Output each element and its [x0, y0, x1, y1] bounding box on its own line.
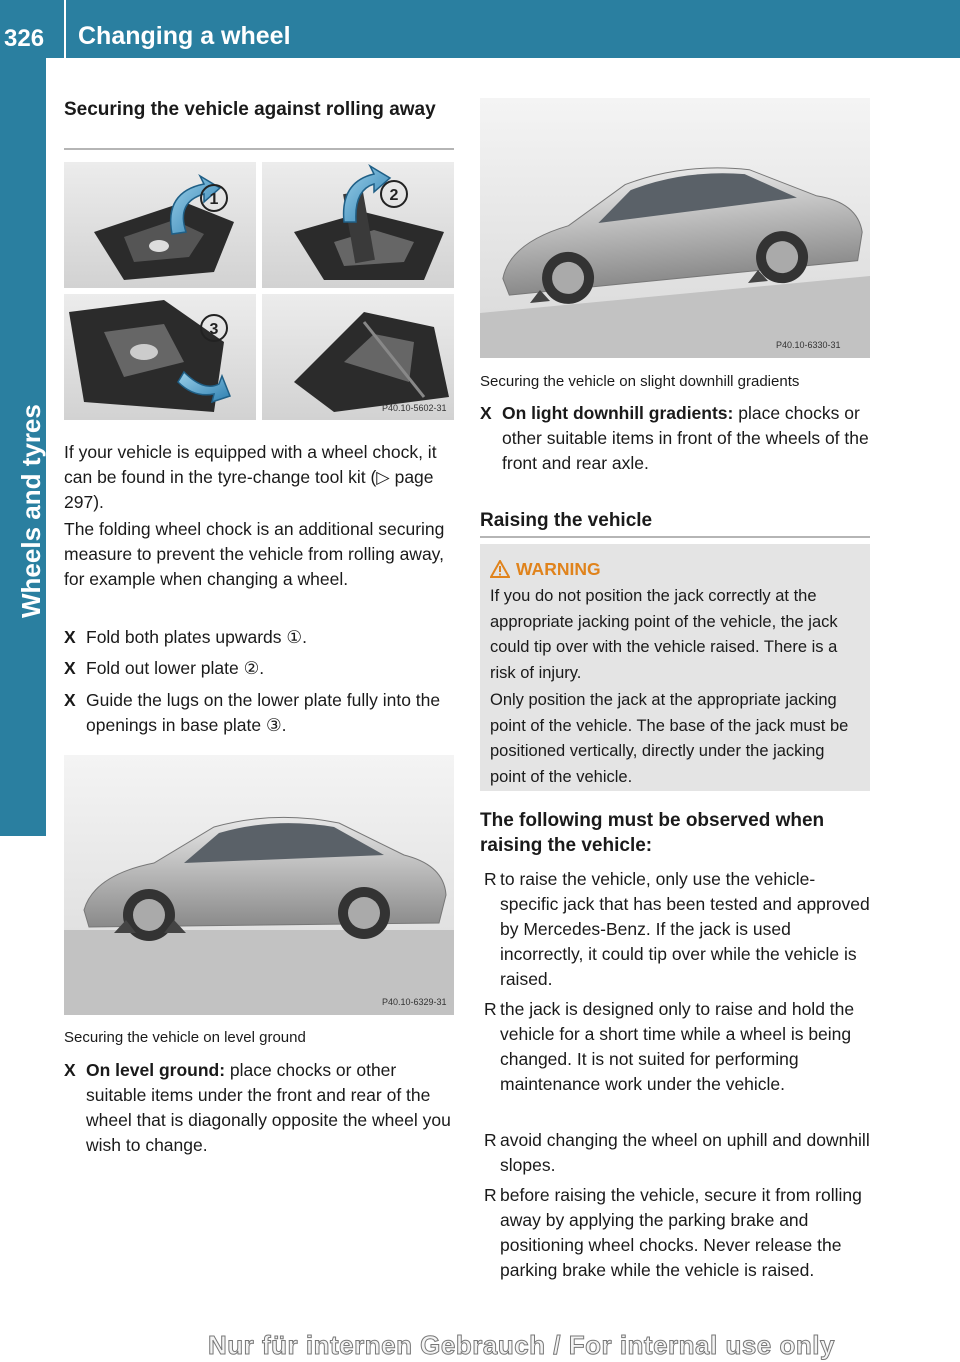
- step-arrow-icon: X: [64, 690, 76, 710]
- bullet-item: R to raise the vehicle, only use the vehicle-specific jack that has been tested and approved by Mercedes-Benz. If the jack is used incorrectly, it could tip over while the vehicle is raised.: [484, 869, 870, 989]
- heading-rule: [480, 536, 870, 538]
- step-level-ground: X On level ground: place chocks or other suitable items under the front and rear of the wheel that is diagonally opposite the wheel you wish to change.: [64, 1060, 451, 1155]
- warning-paragraph-1: If you do not position the jack correctly at the appropriate jacking point of the vehicle, the jack could tip over with the vehicle raised. There is a risk of injury.: [490, 587, 838, 682]
- footer-watermark: Nur für internen Gebrauch / For internal use only: [208, 1330, 835, 1360]
- caption-level-ground: Securing the vehicle on level ground: [64, 1029, 306, 1046]
- intro-paragraph-2: The folding wheel chock is an additional securing measure to prevent the vehicle from rolling away, for example when changing a wheel.: [64, 519, 445, 589]
- caption-downhill: Securing the vehicle on slight downhill gradients: [480, 373, 800, 390]
- warning-box: [480, 544, 870, 791]
- bullet-item: R the jack is designed only to raise and hold the vehicle for a short time while a wheel is being changed. It is not suited for performing maintenance work under the vehicle.: [484, 999, 855, 1094]
- car-downhill-image: [480, 98, 870, 358]
- step-downhill: X On light downhill gradients: place chocks or other suitable items in front of the wheels of the front and rear axle.: [480, 403, 869, 473]
- svg-text:2: 2: [389, 187, 399, 204]
- image-code: P40.10-6329-31: [382, 997, 447, 1007]
- warning-paragraph-2: Only position the jack at the appropriate jacking point of the vehicle. The base of the jack must be positioned vertically, directly under the jacking point of the vehicle.: [490, 691, 849, 786]
- side-tab-label: Wheels and tyres: [16, 404, 46, 618]
- image-code: P40.10-6330-31: [776, 340, 841, 350]
- bullet-icon: R: [484, 869, 497, 889]
- svg-text:1: 1: [209, 191, 219, 208]
- bullet-item: R avoid changing the wheel on uphill and downhill slopes.: [484, 1130, 870, 1175]
- image-code: P40.10-5602-31: [382, 403, 447, 413]
- bullet-icon: R: [484, 1130, 497, 1150]
- step-fold-plates: X Fold both plates upwards ①.: [64, 625, 456, 650]
- step-arrow-icon: X: [64, 658, 76, 678]
- page-number: 326: [4, 25, 45, 52]
- warning-triangle-icon: [490, 560, 510, 578]
- step-arrow-icon: X: [64, 627, 76, 647]
- step-fold-lower: X Fold out lower plate ②.: [64, 656, 456, 681]
- side-tab: [0, 58, 46, 836]
- chock-step-3-panel: [69, 300, 230, 412]
- page-title: Changing a wheel: [78, 22, 291, 50]
- step-arrow-icon: X: [480, 403, 492, 423]
- car-level-ground-image: [64, 755, 454, 1015]
- svg-text:3: 3: [209, 321, 219, 338]
- step-arrow-icon: X: [64, 1060, 76, 1080]
- warning-header: WARNING: [490, 558, 860, 580]
- section-heading-raising: Raising the vehicle: [480, 510, 653, 531]
- heading-rule: [64, 148, 454, 150]
- bullet-item: R before raising the vehicle, secure it from rolling away by applying the parking brake and positioning wheel chocks. Never release the parking brake while the vehicle is raised.: [484, 1185, 862, 1280]
- observe-heading: The following must be observed when raising the vehicle:: [480, 810, 825, 856]
- section-heading-rolling-away: Securing the vehicle against rolling away: [64, 99, 436, 120]
- bullet-icon: R: [484, 999, 497, 1019]
- step-guide-lugs: X Guide the lugs on the lower plate fully into the openings in base plate ③.: [64, 690, 441, 735]
- intro-paragraph-1: If your vehicle is equipped with a wheel chock, it can be found in the tyre-change tool kit (▷ page 297).: [64, 442, 437, 512]
- bullet-icon: R: [484, 1185, 497, 1205]
- wheel-chock-illustration: [64, 162, 454, 420]
- header-divider: [64, 0, 66, 58]
